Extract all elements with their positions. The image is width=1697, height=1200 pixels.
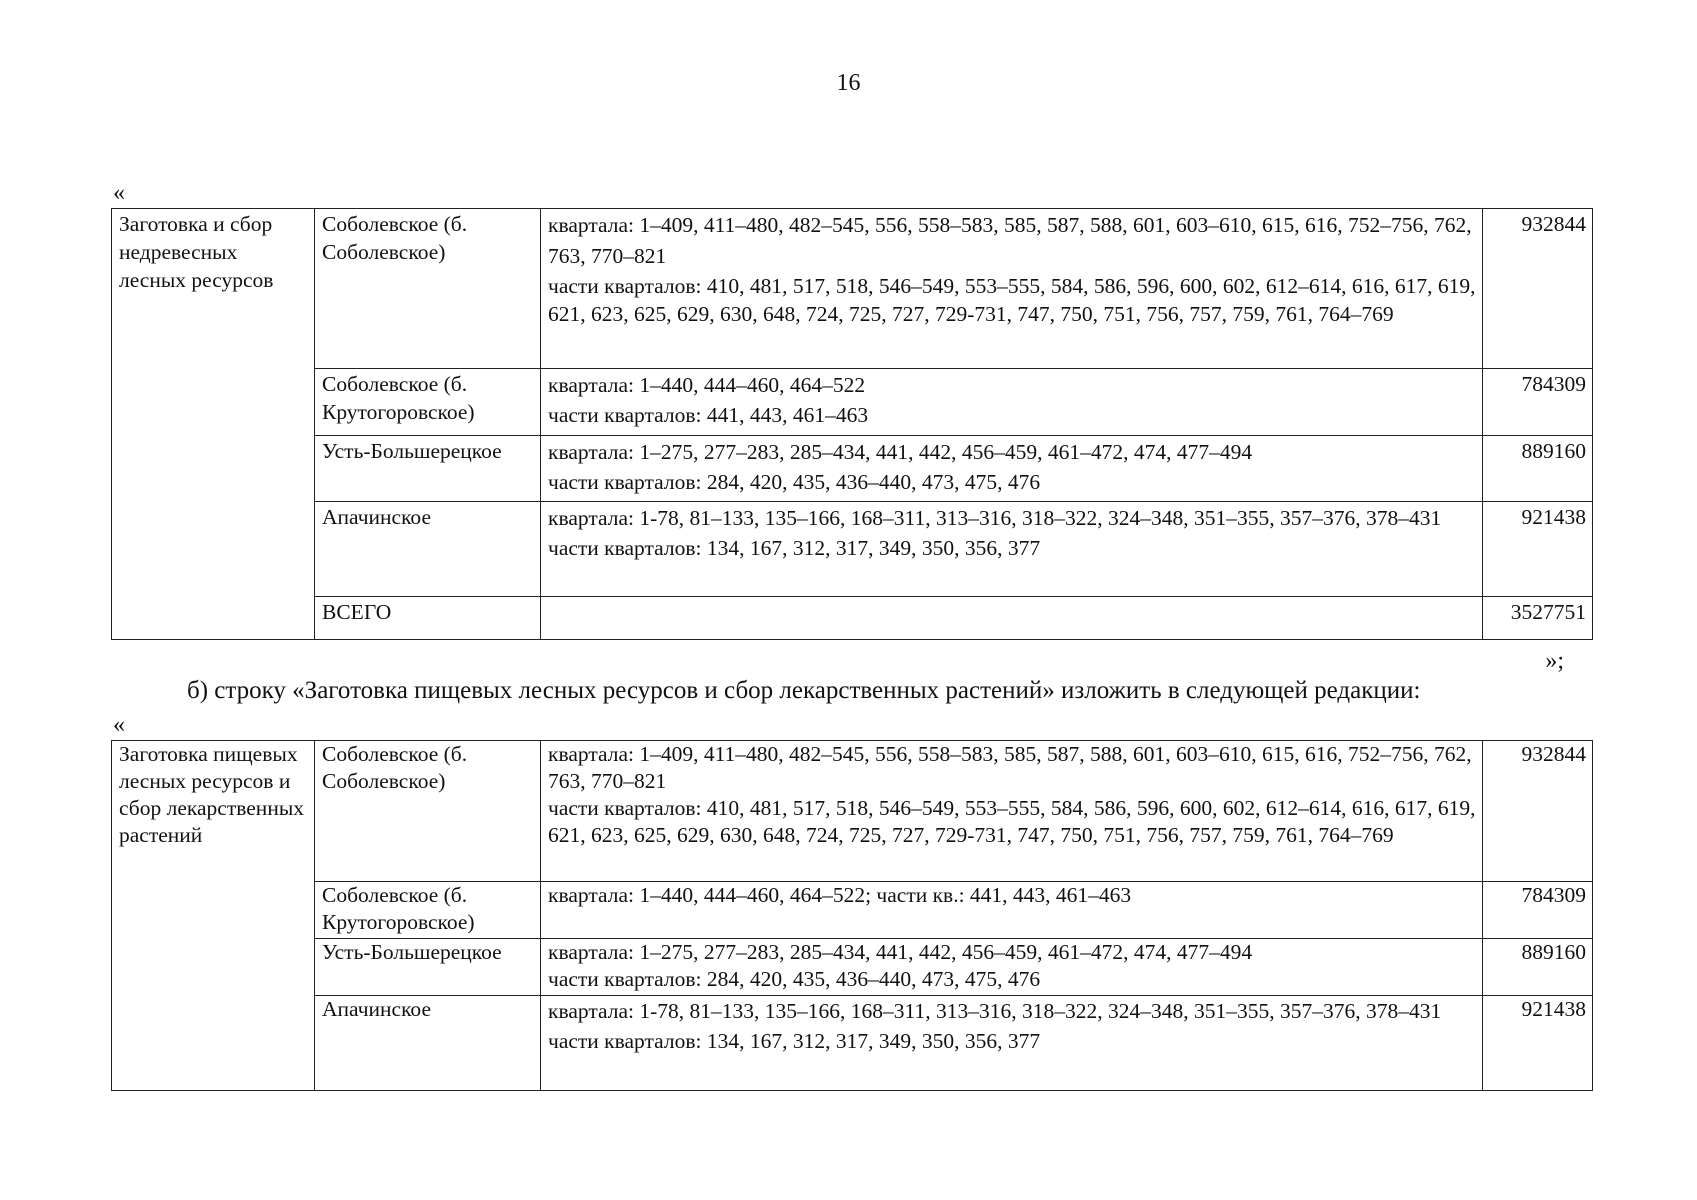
- closing-quote: »;: [1545, 648, 1564, 674]
- area-cell: 932844: [1483, 741, 1593, 882]
- quarter-parts-text: части кварталов: 441, 443, 461–463: [548, 403, 869, 427]
- quarters-cell: [541, 741, 1483, 882]
- activity-cell: Заготовка и сбор недревесных лесных ресурсов: [112, 209, 315, 640]
- quarter-parts-text: части кварталов: 134, 167, 312, 317, 349, 350, 356, 377: [548, 536, 1041, 560]
- quarters-cell: [541, 502, 1483, 597]
- quarters-text: квартала: 1–409, 411–480, 482–545, 556, 558–583, 585, 587, 588, 601, 603–610, 615, 616, 752–756, 762, 763, 770–821: [548, 213, 1472, 268]
- forestry-cell: Апачинское: [315, 996, 541, 1091]
- quarters-text: квартала: 1–440, 444–460, 464–522: [548, 373, 866, 397]
- forestry-cell: Соболевское (б. Крутогоровское): [315, 369, 541, 436]
- table-row: [112, 209, 1593, 369]
- forestry-cell: Усть-Большерецкое: [315, 436, 541, 502]
- opening-quote-1: «: [113, 180, 125, 206]
- forestry-cell: Апачинское: [315, 502, 541, 597]
- table-row: [112, 882, 1593, 939]
- quarters-cell: [541, 369, 1483, 436]
- table-non-timber-resources: [111, 208, 1593, 640]
- area-cell: 889160: [1483, 939, 1593, 996]
- quarter-parts-text: части кварталов: 410, 481, 517, 518, 546–549, 553–555, 584, 586, 596, 600, 602, 612–614, 616, 617, 619, 621, 623, 625, 629, 630, 648, 724, 725, 727, 729-731, 747, 750, 751, 756, 757, 759, 761, 764–769: [548, 274, 1476, 326]
- table-row: [112, 369, 1593, 436]
- quarters-cell: [541, 436, 1483, 502]
- area-cell: 784309: [1483, 882, 1593, 939]
- amendment-paragraph: б) строку «Заготовка пищевых лесных ресурсов и сбор лекарственных растений» изложить в следующей редакции:: [187, 677, 1421, 704]
- quarter-parts-text: части кварталов: 284, 420, 435, 436–440, 473, 475, 476: [548, 967, 1041, 991]
- quarters-cell: [541, 996, 1483, 1091]
- area-cell: 932844: [1483, 209, 1593, 369]
- total-empty-cell: [541, 597, 1483, 640]
- table-row: [112, 939, 1593, 996]
- quarter-parts-text: части кварталов: 284, 420, 435, 436–440, 473, 475, 476: [548, 470, 1041, 494]
- forestry-cell: Усть-Большерецкое: [315, 939, 541, 996]
- table-row: [112, 741, 1593, 882]
- forestry-cell: Соболевское (б. Крутогоровское): [315, 882, 541, 939]
- forestry-cell: Соболевское (б. Соболевское): [315, 741, 541, 882]
- quarters-text: квартала: 1-78, 81–133, 135–166, 168–311, 313–316, 318–322, 324–348, 351–355, 357–376, 378–431: [548, 999, 1442, 1023]
- activity-cell: Заготовка пищевых лесных ресурсов и сбор лекарственных растений: [112, 741, 315, 1091]
- quarters-cell: [541, 939, 1483, 996]
- quarter-parts-text: части кварталов: 134, 167, 312, 317, 349, 350, 356, 377: [548, 1029, 1041, 1053]
- table-row: [112, 597, 1593, 640]
- opening-quote-2: «: [113, 712, 125, 738]
- quarters-text: квартала: 1–409, 411–480, 482–545, 556, 558–583, 585, 587, 588, 601, 603–610, 615, 616, 752–756, 762, 763, 770–821: [548, 742, 1472, 793]
- quarters-text: квартала: 1–440, 444–460, 464–522; части кв.: 441, 443, 461–463: [548, 883, 1132, 907]
- quarters-cell: [541, 209, 1483, 369]
- total-label-cell: ВСЕГО: [315, 597, 541, 640]
- page-number: 16: [836, 70, 861, 96]
- table-row: [112, 436, 1593, 502]
- forestry-cell: Соболевское (б. Соболевское): [315, 209, 541, 369]
- table-food-resources: [111, 740, 1593, 1091]
- area-cell: 921438: [1483, 996, 1593, 1091]
- quarters-cell: [541, 882, 1483, 939]
- table-row: [112, 996, 1593, 1091]
- quarters-text: квартала: 1–275, 277–283, 285–434, 441, 442, 456–459, 461–472, 474, 477–494: [548, 440, 1253, 464]
- table-row: [112, 502, 1593, 597]
- quarter-parts-text: части кварталов: 410, 481, 517, 518, 546–549, 553–555, 584, 586, 596, 600, 602, 612–614, 616, 617, 619, 621, 623, 625, 629, 630, 648, 724, 725, 727, 729-731, 747, 750, 751, 756, 757, 759, 761, 764–769: [548, 796, 1476, 847]
- quarters-text: квартала: 1-78, 81–133, 135–166, 168–311, 313–316, 318–322, 324–348, 351–355, 357–376, 378–431: [548, 506, 1442, 530]
- area-cell: 921438: [1483, 502, 1593, 597]
- area-cell: 784309: [1483, 369, 1593, 436]
- total-area-cell: 3527751: [1483, 597, 1593, 640]
- quarters-text: квартала: 1–275, 277–283, 285–434, 441, 442, 456–459, 461–472, 474, 477–494: [548, 940, 1253, 964]
- area-cell: 889160: [1483, 436, 1593, 502]
